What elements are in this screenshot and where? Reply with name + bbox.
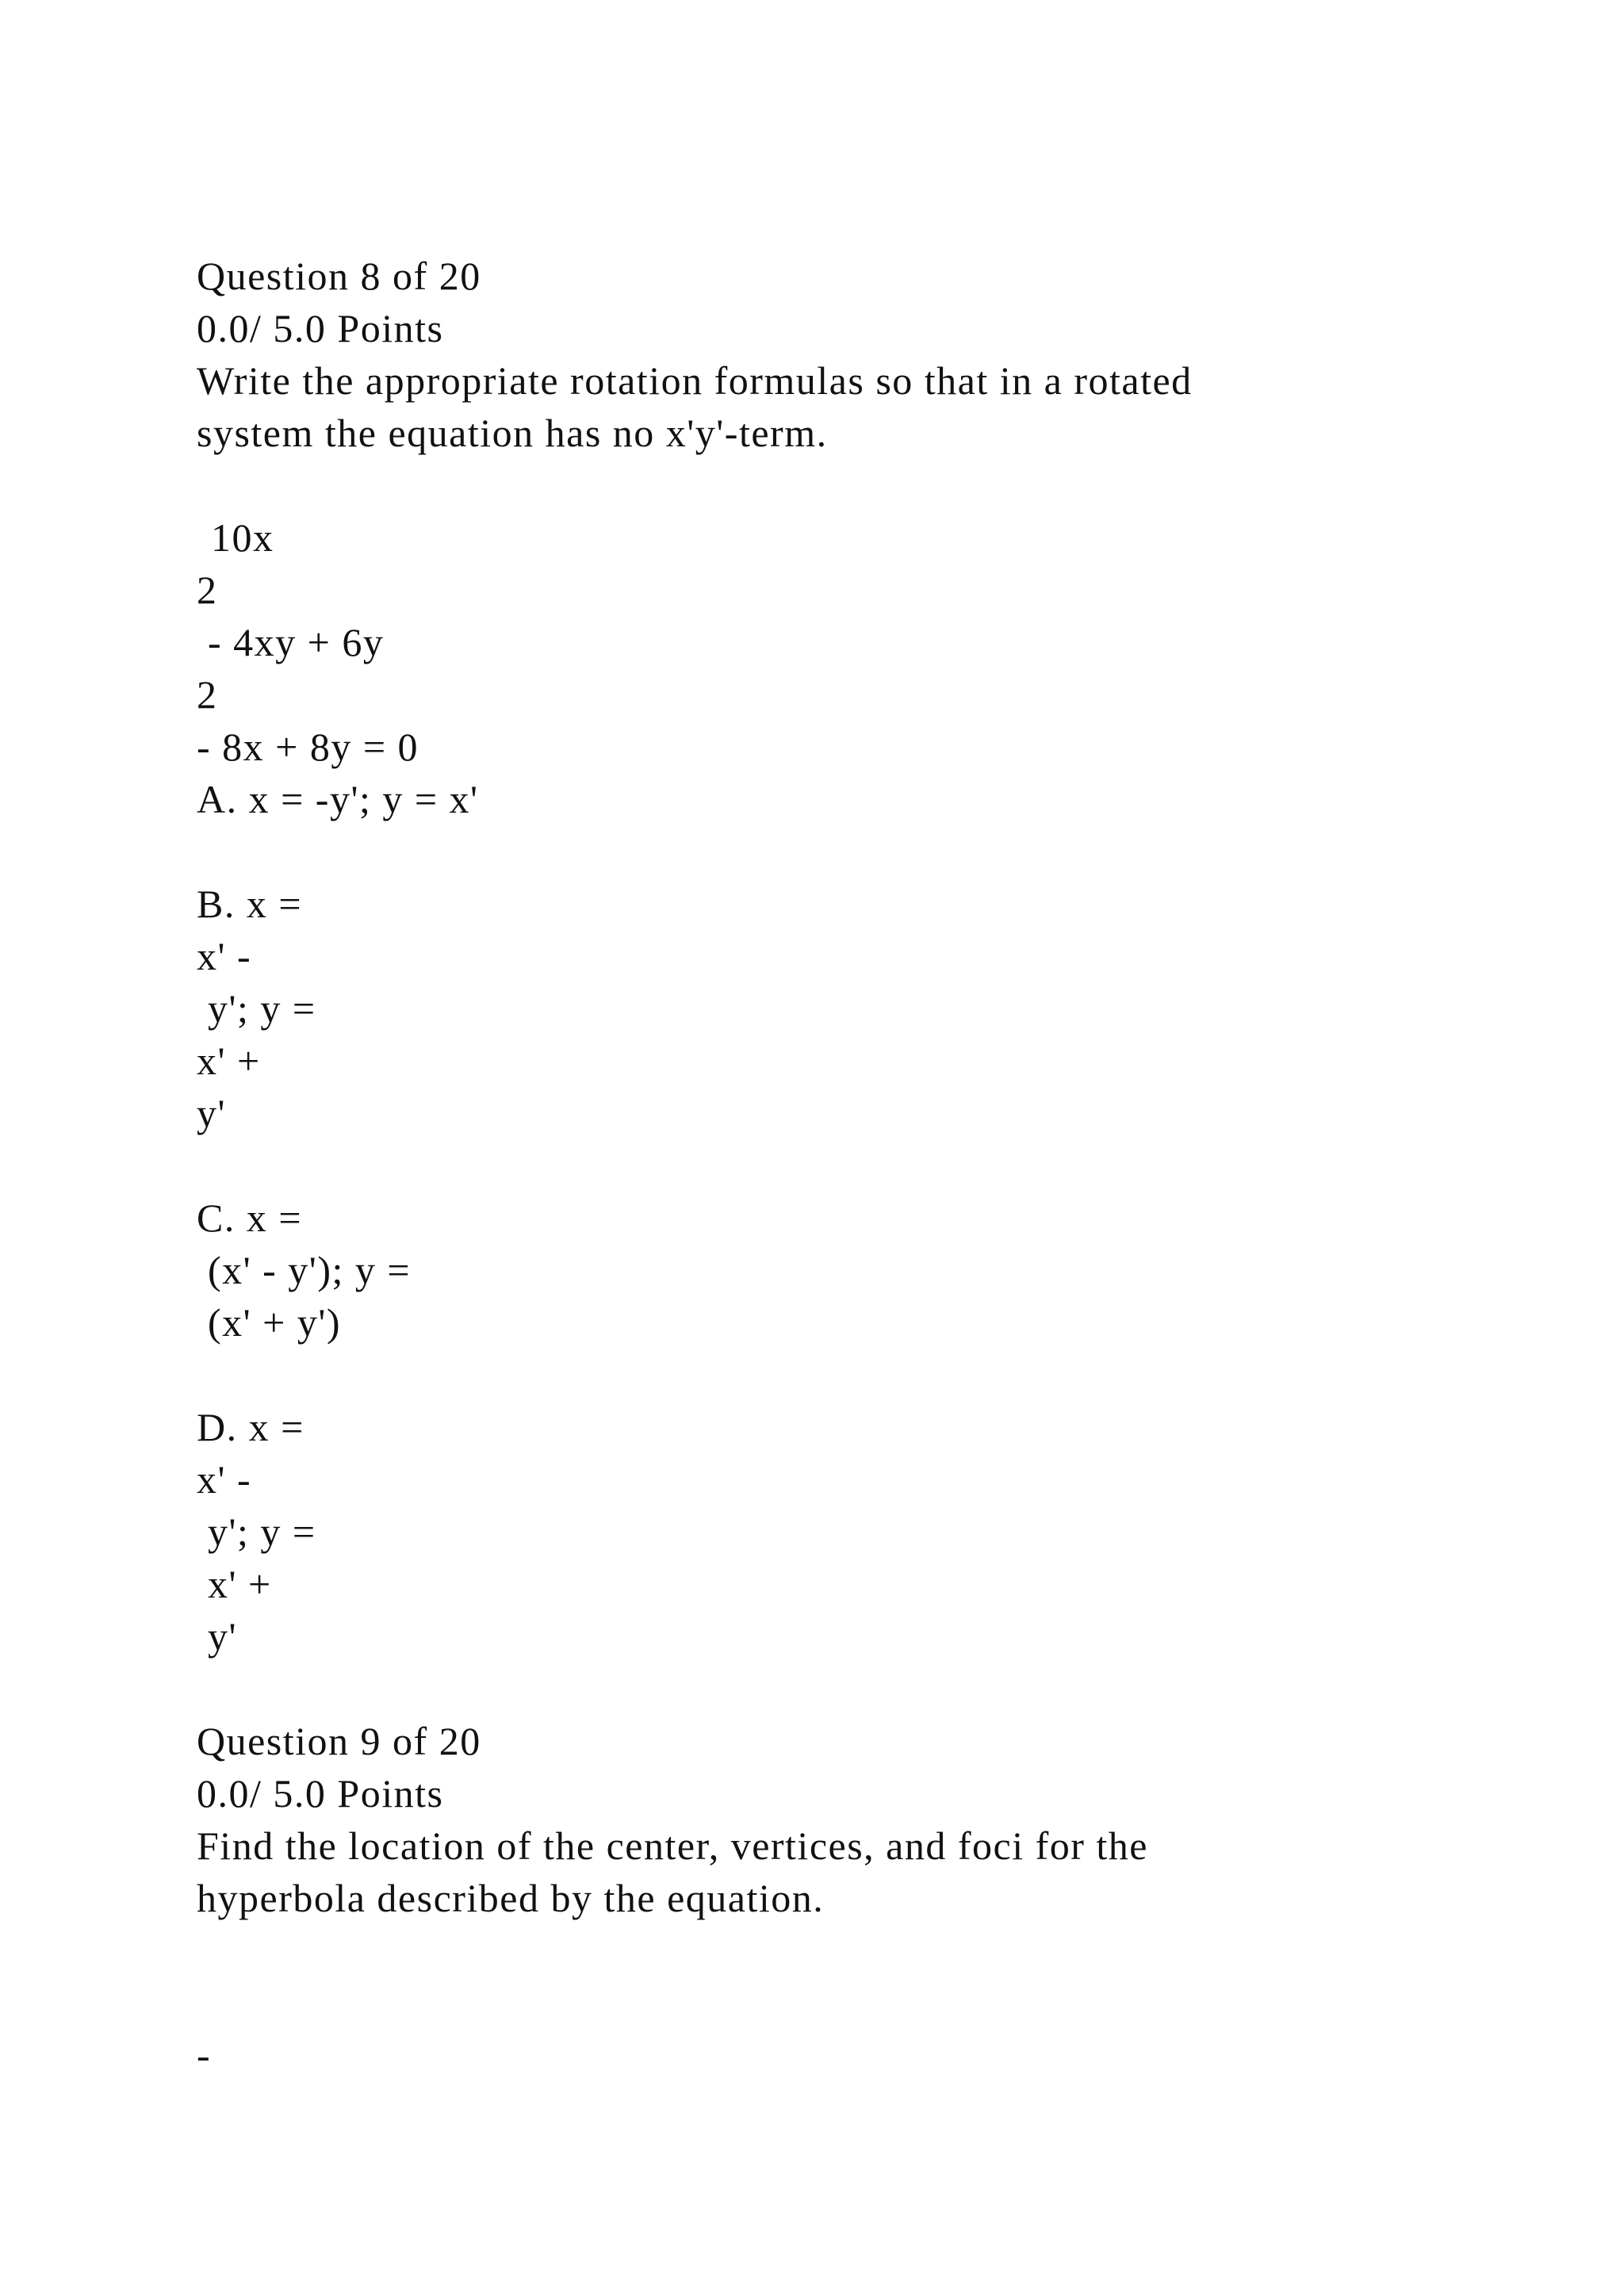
equation-exponent-2: 2	[197, 672, 218, 717]
option-b-line1: B. x =	[197, 882, 303, 926]
equation-term-2: - 4xy + 6y	[197, 620, 385, 664]
question-8-prompt-line1: Write the appropriate rotation formulas so that in a rotated	[197, 358, 1193, 403]
option-c-line3: (x' + y')	[197, 1300, 342, 1345]
option-d-line3: y'; y =	[197, 1510, 316, 1554]
option-d-line5: y'	[197, 1614, 238, 1659]
option-c-line1: C. x =	[197, 1196, 303, 1240]
equation-term-3: - 8x + 8y = 0	[197, 725, 419, 769]
equation-exponent-1: 2	[197, 568, 218, 612]
question-8-points: 0.0/ 5.0 Points	[197, 306, 444, 350]
question-9-prompt-line2: hyperbola described by the equation.	[197, 1876, 825, 1920]
equation-term-1: 10x	[211, 515, 274, 560]
option-b-line5: y'	[197, 1091, 227, 1135]
question-9-header: Question 9 of 20	[197, 1719, 481, 1763]
option-b-line3: y'; y =	[197, 986, 316, 1031]
option-d-line2: x' -	[197, 1457, 252, 1502]
question-8-header: Question 8 of 20	[197, 254, 481, 298]
trailing-dash: -	[197, 2033, 212, 2077]
option-b-line4: x' +	[197, 1039, 261, 1083]
option-d-line4: x' +	[197, 1562, 272, 1606]
question-9-points: 0.0/ 5.0 Points	[197, 1771, 444, 1816]
question-9-prompt-line1: Find the location of the center, vertices, and foci for the	[197, 1823, 1148, 1868]
option-d-line1: D. x =	[197, 1405, 304, 1449]
option-a: A. x = -y'; y = x'	[197, 777, 479, 821]
question-8-prompt-line2: system the equation has no x'y'-term.	[197, 411, 828, 455]
option-b-line2: x' -	[197, 934, 252, 978]
option-c-line2: (x' - y'); y =	[197, 1248, 412, 1292]
